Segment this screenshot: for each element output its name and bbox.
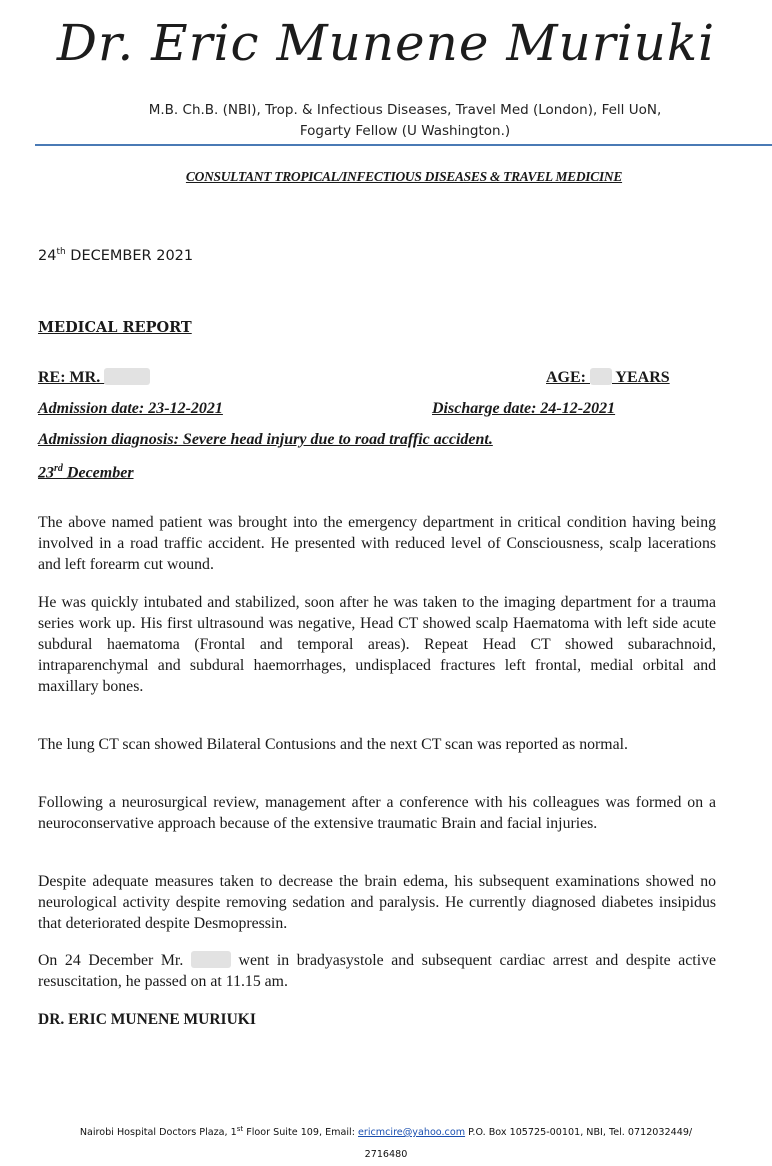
qualifications-line-1: M.B. Ch.B. (NBI), Trop. & Infectious Diseases, Travel Med (London), Fell UoN, — [148, 102, 662, 118]
entry-day: 23 — [38, 464, 54, 482]
letterhead-divider — [35, 144, 772, 146]
date-rest: DECEMBER 2021 — [65, 247, 194, 264]
specialty-title: CONSULTANT TROPICAL/INFECTIOUS DISEASES & TRAVEL MEDICINE — [185, 169, 623, 184]
outcome-start: On 24 December Mr. — [38, 952, 191, 969]
footer-line-2: 2716480 — [364, 1149, 408, 1161]
outcome-end: went in bradyasystole and subsequent cardiac arrest and despite active resuscitation, he passed on at 11.15 am. — [38, 952, 716, 990]
entry-month: December — [62, 464, 134, 482]
admission-date: Admission date: 23-12-2021 — [38, 400, 223, 417]
footer-address — [10, 1118, 762, 1166]
signoff-name: DR. ERIC MUNENE MURIUKI — [38, 1011, 256, 1028]
footer-address-end: P.O. Box 105725-00101, NBI, Tel. 0712032449/ — [465, 1127, 693, 1139]
qualifications — [60, 100, 750, 142]
redacted-age — [590, 368, 612, 385]
age-unit: YEARS — [612, 369, 670, 386]
paragraph-outcome — [38, 950, 716, 992]
paragraph-presentation: The above named patient was brought into the emergency department in critical condition having being involved in a road traffic accident. He presented with reduced level of Consciousness, scalp lacerations and left forearm cut wound. — [38, 514, 716, 573]
footer-line-1 — [10, 1118, 762, 1144]
report-title: MEDICAL REPORT — [38, 319, 192, 336]
email-link[interactable]: ericmcire@yahoo.com — [358, 1127, 466, 1139]
date-day: 24 — [38, 247, 57, 264]
footer-address-rest: Floor Suite 109, Email: — [243, 1127, 358, 1139]
date-suffix: th — [56, 247, 66, 257]
re-label: RE: MR. — [38, 369, 105, 386]
footer-address-start: Nairobi Hospital Doctors Plaza, 1 — [79, 1127, 237, 1139]
patient-name-line — [38, 368, 150, 387]
paragraph-lung-ct: The lung CT scan showed Bilateral Contusions and the next CT scan was reported as normal. — [38, 736, 628, 753]
floor-suffix: st — [236, 1125, 244, 1133]
paragraph-neurosurgical-review: Following a neurosurgical review, management after a conference with his colleagues was formed on a neuroconservative approach because of the extensive traumatic Brain and facial injuries. — [38, 794, 716, 832]
paragraph-imaging: He was quickly intubated and stabilized, soon after he was taken to the imaging department for a trauma series work up. His first ultrasound was negative, Head CT showed scalp Haematoma with left side acute subdural haematoma (Frontal and temporal areas). Repeat Head CT showed subarachnoid, intraparenchymal and subdural haemorrhages, undisplaced fractures left frontal, medial orbital and maxillary bones. — [38, 594, 716, 695]
entry-date-heading — [38, 463, 134, 482]
patient-age-line — [546, 368, 670, 387]
report-date — [38, 247, 193, 264]
doctor-name-heading: Dr. Eric Munene Muriuki — [56, 14, 716, 72]
paragraph-examinations: Despite adequate measures taken to decrease the brain edema, his subsequent examinations showed no neurological activity despite removing sedation and paralysis. He currently diagnosed diabetes insipidus that deteriorated despite Desmopressin. — [38, 873, 716, 932]
admission-diagnosis: Admission diagnosis: Severe head injury due to road traffic accident. — [38, 431, 493, 448]
age-label: AGE: — [546, 369, 590, 386]
redacted-name-2 — [191, 951, 231, 968]
redacted-name — [104, 368, 150, 385]
qualifications-line-2: Fogarty Fellow (U Washington.) — [299, 123, 511, 139]
discharge-date: Discharge date: 24-12-2021 — [432, 400, 616, 417]
entry-suffix: rd — [54, 463, 63, 474]
